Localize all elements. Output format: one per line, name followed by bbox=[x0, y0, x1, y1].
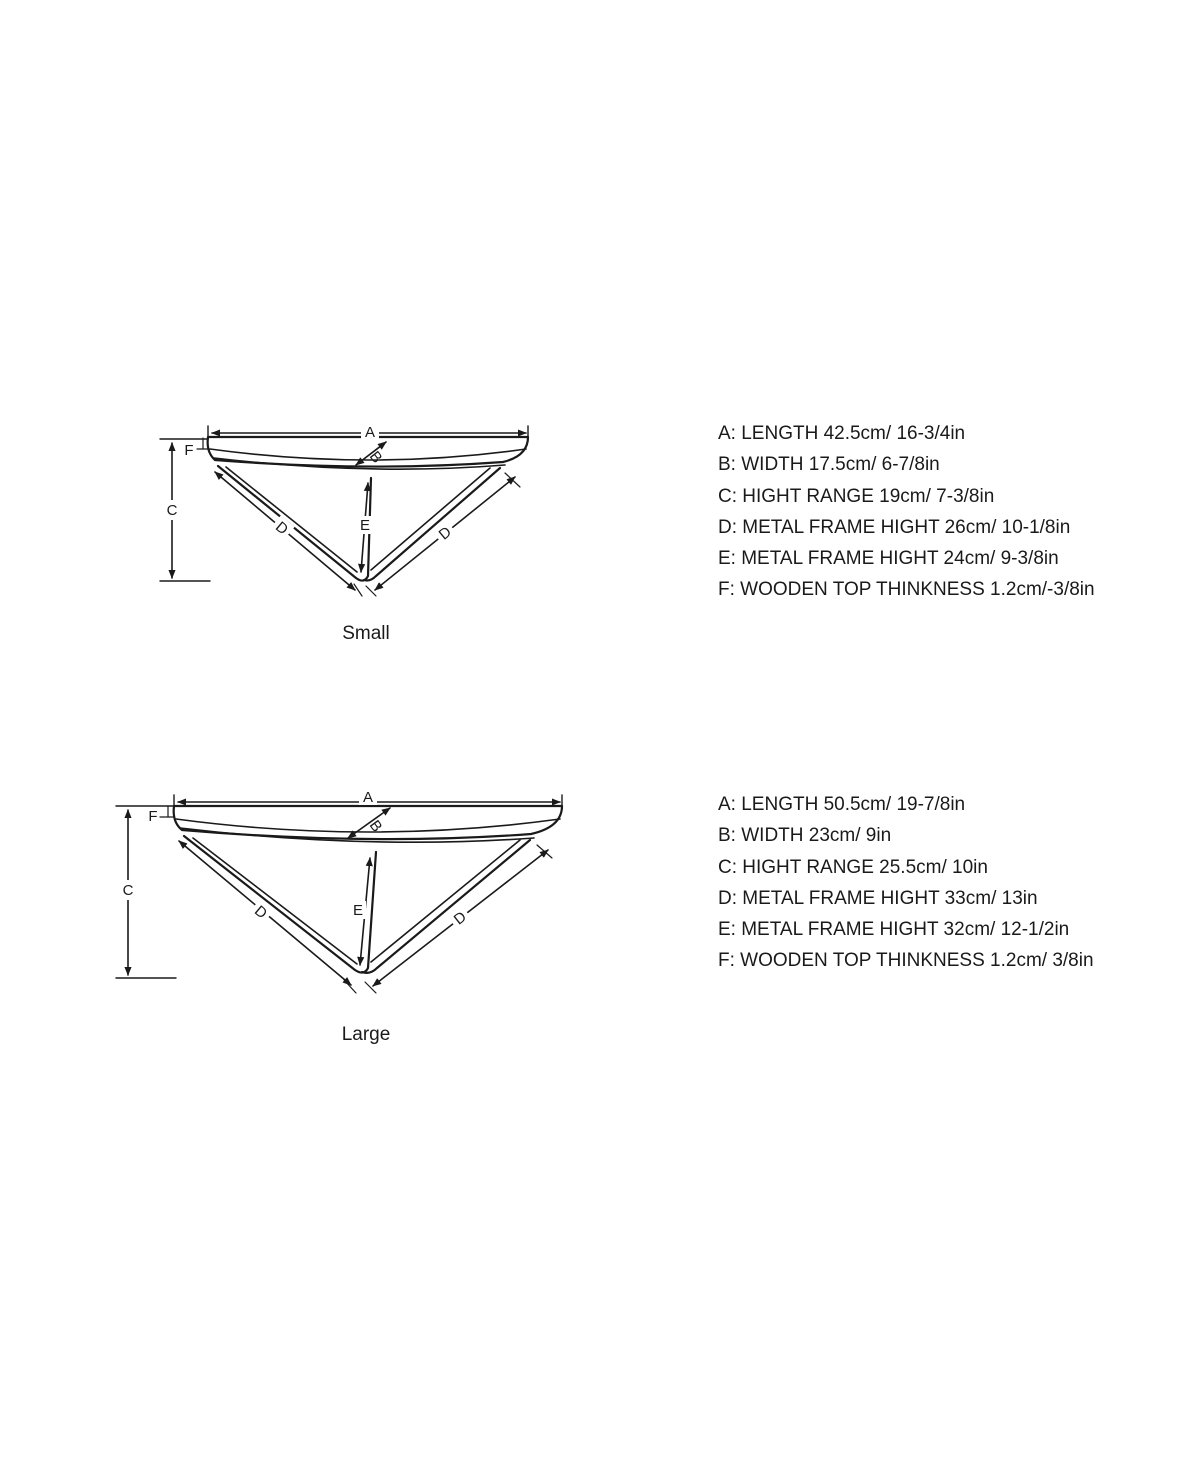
large-shelf-drawing bbox=[116, 795, 562, 993]
small-frame-left-leg-inner bbox=[226, 467, 357, 572]
large-label-f: F bbox=[148, 808, 158, 825]
small-label-e: E bbox=[359, 517, 371, 534]
large-spec-top-thickness: F: WOODEN TOP THINKNESS 1.2cm/ 3/8in bbox=[718, 950, 1094, 972]
small-shelf-drawing bbox=[160, 426, 528, 596]
small-frame-right-leg bbox=[364, 468, 500, 581]
small-frame-left-leg bbox=[218, 466, 371, 581]
small-frame-right-leg-inner bbox=[371, 468, 490, 570]
small-spec-frame-height-e: E: METAL FRAME HIGHT 24cm/ 9-3/8in bbox=[718, 548, 1059, 570]
large-frame-left-leg-inner bbox=[193, 838, 357, 964]
large-frame-right-leg-inner bbox=[371, 840, 520, 962]
large-label-a: A bbox=[362, 789, 374, 806]
large-caption: Large bbox=[341, 1024, 391, 1045]
large-label-d-right: D bbox=[450, 908, 470, 929]
large-spec-length: A: LENGTH 50.5cm/ 19-7/8in bbox=[718, 794, 966, 815]
small-spec-frame-height-d: D: METAL FRAME HIGHT 26cm/ 10-1/8in bbox=[718, 516, 1071, 538]
large-label-e: E bbox=[352, 902, 364, 919]
large-spec-frame-height-d: D: METAL FRAME HIGHT 33cm/ 13in bbox=[718, 887, 1038, 909]
small-label-c: C bbox=[166, 502, 178, 519]
large-spec-height-range: C: HIGHT RANGE 25.5cm/ 10in bbox=[718, 856, 988, 878]
small-spec-height-range: C: HIGHT RANGE 19cm/ 7-3/8in bbox=[718, 485, 995, 507]
small-spec-top-thickness: F: WOODEN TOP THINKNESS 1.2cm/-3/8in bbox=[718, 579, 1095, 601]
large-label-b: B bbox=[365, 817, 386, 836]
large-frame-right-leg bbox=[362, 840, 530, 973]
large-spec-width: B: WIDTH 23cm/ 9in bbox=[718, 825, 892, 847]
small-label-d-left: D bbox=[272, 518, 292, 539]
large-spec-frame-height-e: E: METAL FRAME HIGHT 32cm/ 12-1/2in bbox=[718, 919, 1070, 941]
small-label-b: B bbox=[365, 448, 386, 467]
large-label-c: C bbox=[122, 882, 134, 899]
small-spec-list bbox=[718, 418, 1095, 606]
small-spec-width: B: WIDTH 17.5cm/ 6-7/8in bbox=[718, 454, 940, 476]
small-label-f: F bbox=[184, 442, 194, 459]
large-spec-list bbox=[718, 789, 1094, 977]
small-spec-length: A: LENGTH 42.5cm/ 16-3/4in bbox=[718, 423, 966, 444]
large-shelf-top-edge-lower bbox=[180, 828, 534, 842]
small-label-d-right: D bbox=[435, 523, 455, 544]
large-label-d-left: D bbox=[251, 902, 271, 923]
small-label-a: A bbox=[364, 424, 376, 441]
small-caption: Small bbox=[342, 623, 390, 644]
